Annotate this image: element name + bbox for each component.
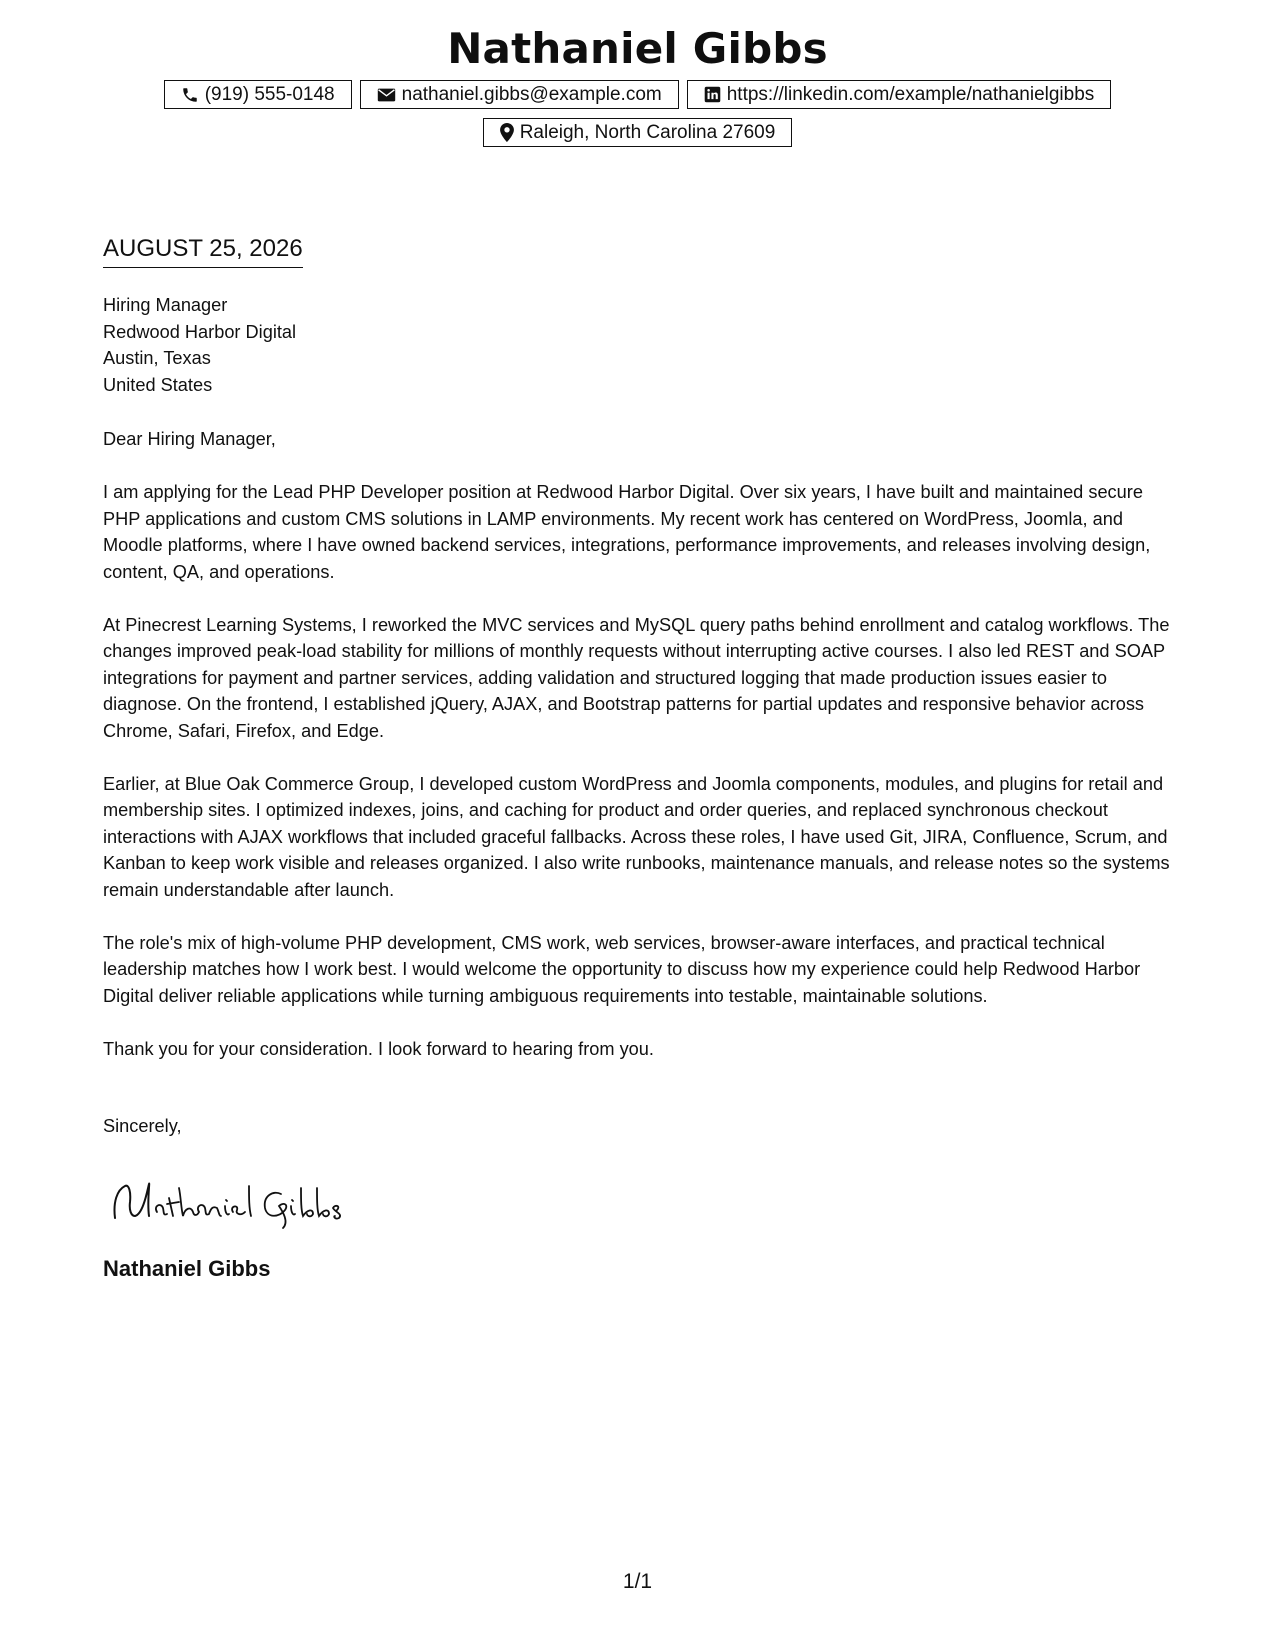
signer-name: Nathaniel Gibbs [103,1256,271,1281]
recipient-line: United States [103,374,213,395]
letter-body [103,479,1183,1089]
body-paragraph: The role's mix of high-volume PHP development, CMS work, web services, browser-aware interfaces, and practical technical leadership matches how I work best. I would welcome the opportunity to discuss how my experience could help Redwood Harbor Digital deliver reliable applications while turning ambiguous requirements into testable, maintainable solutions. [103,932,1141,1006]
body-paragraph: I am applying for the Lead PHP Developer position at Redwood Harbor Digital. Over six years, I have built and maintained secure PHP applications and custom CMS solutions in LAMP environments. My recent work has centered on WordPress, Joomla, and Moodle platforms, where I have owned backend services, integrations, performance improvements, and releases involving design, content, QA, and operations. [103,482,1151,582]
contact-location-text: Raleigh, North Carolina 27609 [519,121,776,143]
recipient-line: Austin, Texas [103,348,211,368]
contact-linkedin-text: https://linkedin.com/example/nathanielgibbs [726,83,1095,105]
handwritten-signature [103,1172,363,1232]
recipient-line: Redwood Harbor Digital [103,321,297,342]
salutation: Dear Hiring Manager, [103,429,276,449]
applicant-name-heading: Nathaniel Gibbs [447,24,828,73]
map-pin-icon [500,123,514,142]
body-paragraph: At Pinecrest Learning Systems, I reworked the MVC services and MySQL query paths behind enrollment and catalog workflows. The changes improved peak-load stability for millions of monthly requests without interrupting active courses. I also led REST and SOAP integrations for payment and partner services, adding validation and structured logging that made production issues easier to diagnose. On the frontend, I established jQuery, AJAX, and Bootstrap patterns for partial updates and responsive behavior across Chrome, Safari, Firefox, and Edge. [103,614,1170,741]
contact-location [483,118,793,147]
recipient-line: Hiring Manager [103,295,228,315]
recipient-address [103,292,1183,398]
body-paragraph: Earlier, at Blue Oak Commerce Group, I developed custom WordPress and Joomla components, modules, and plugins for retail and membership sites. I optimized indexes, joins, and caching for product and order queries, and replaced synchronous checkout interactions with AJAX workflows that included graceful fallbacks. Across these roles, I have used Git, JIRA, Confluence, Scrum, and Kanban to keep work visible and releases organized. I also write runbooks, maintenance manuals, and release notes so the systems remain understandable after launch. [103,773,1170,900]
body-paragraph: Thank you for your consideration. I look forward to hearing from you. [103,1038,654,1059]
contact-email-text: nathaniel.gibbs@example.com [401,83,662,105]
contact-row-primary [0,80,1275,109]
phone-icon [181,86,199,104]
contact-row-secondary [0,118,1275,147]
contact-phone-text: (919) 555-0148 [204,83,335,105]
page-number: 1/1 [622,1570,653,1593]
contact-phone[interactable] [164,80,352,109]
linkedin-icon [704,86,721,103]
closing: Sincerely, [103,1116,182,1136]
contact-email[interactable] [360,80,679,109]
envelope-icon [377,87,396,103]
contact-linkedin[interactable] [687,80,1112,109]
letter-date: AUGUST 25, 2026 [103,233,303,268]
